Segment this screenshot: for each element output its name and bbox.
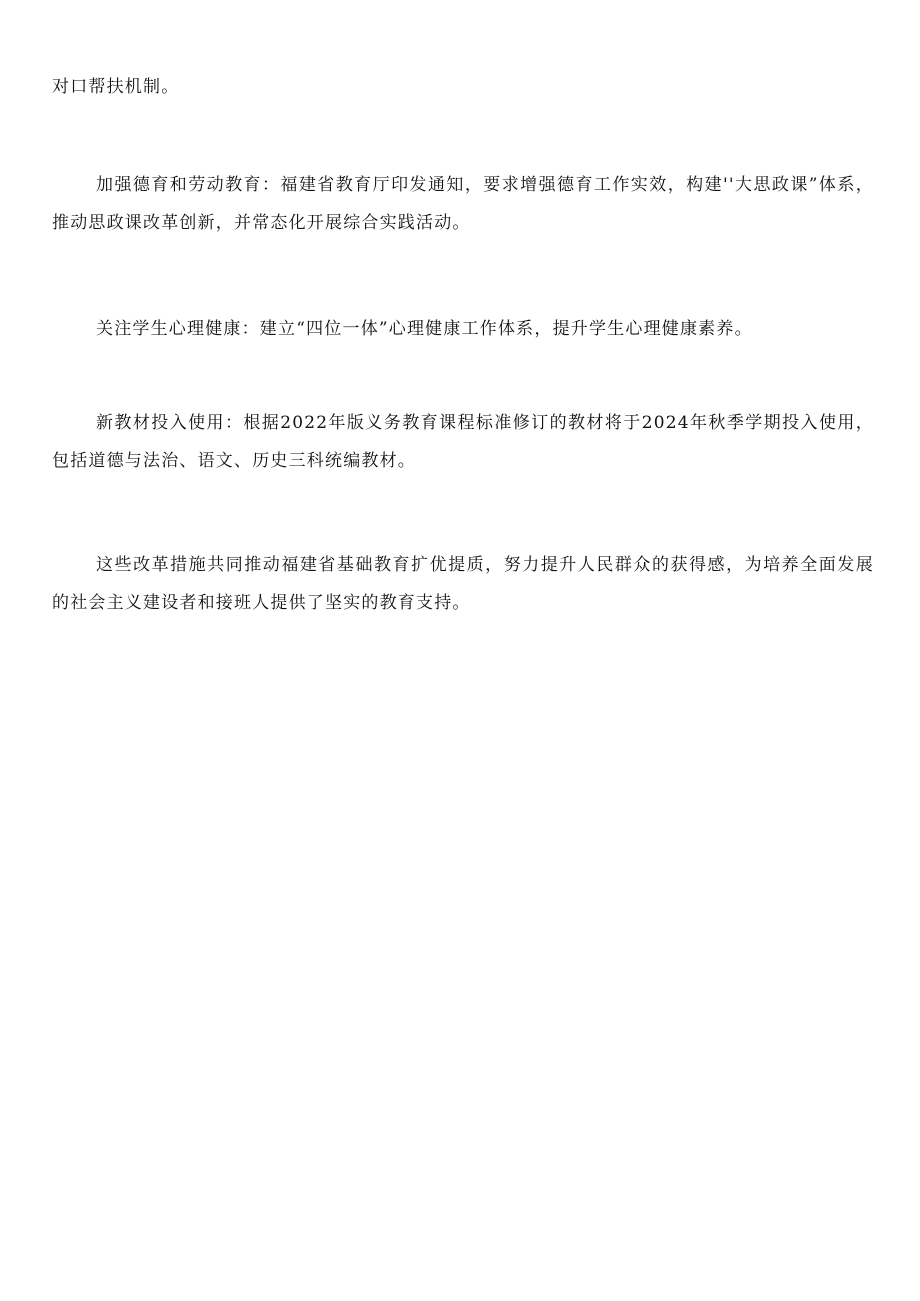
paragraph-moral-labor-education: 加强德育和劳动教育：福建省教育厅印发通知，要求增强德育工作实效，构建''大思政课”体系，推动思政课改革创新，并常态化开展综合实践活动。 [52, 175, 874, 233]
paragraph-new-textbooks: 新教材投入使用：根据2022年版义务教育课程标准修订的教材将于2024年秋季学期投入使用，包括道德与法治、语文、历史三科统编教材。 [52, 413, 874, 471]
paragraph-mental-health: 关注学生心理健康：建立“四位一体”心理健康工作体系，提升学生心理健康素养。 [96, 319, 753, 339]
paragraph-summary: 这些改革措施共同推动福建省基础教育扩优提质，努力提升人民群众的获得感，为培养全面发展的社会主义建设者和接班人提供了坚实的教育支持。 [52, 555, 874, 613]
paragraph-continuation: 对口帮扶机制。 [52, 77, 180, 97]
